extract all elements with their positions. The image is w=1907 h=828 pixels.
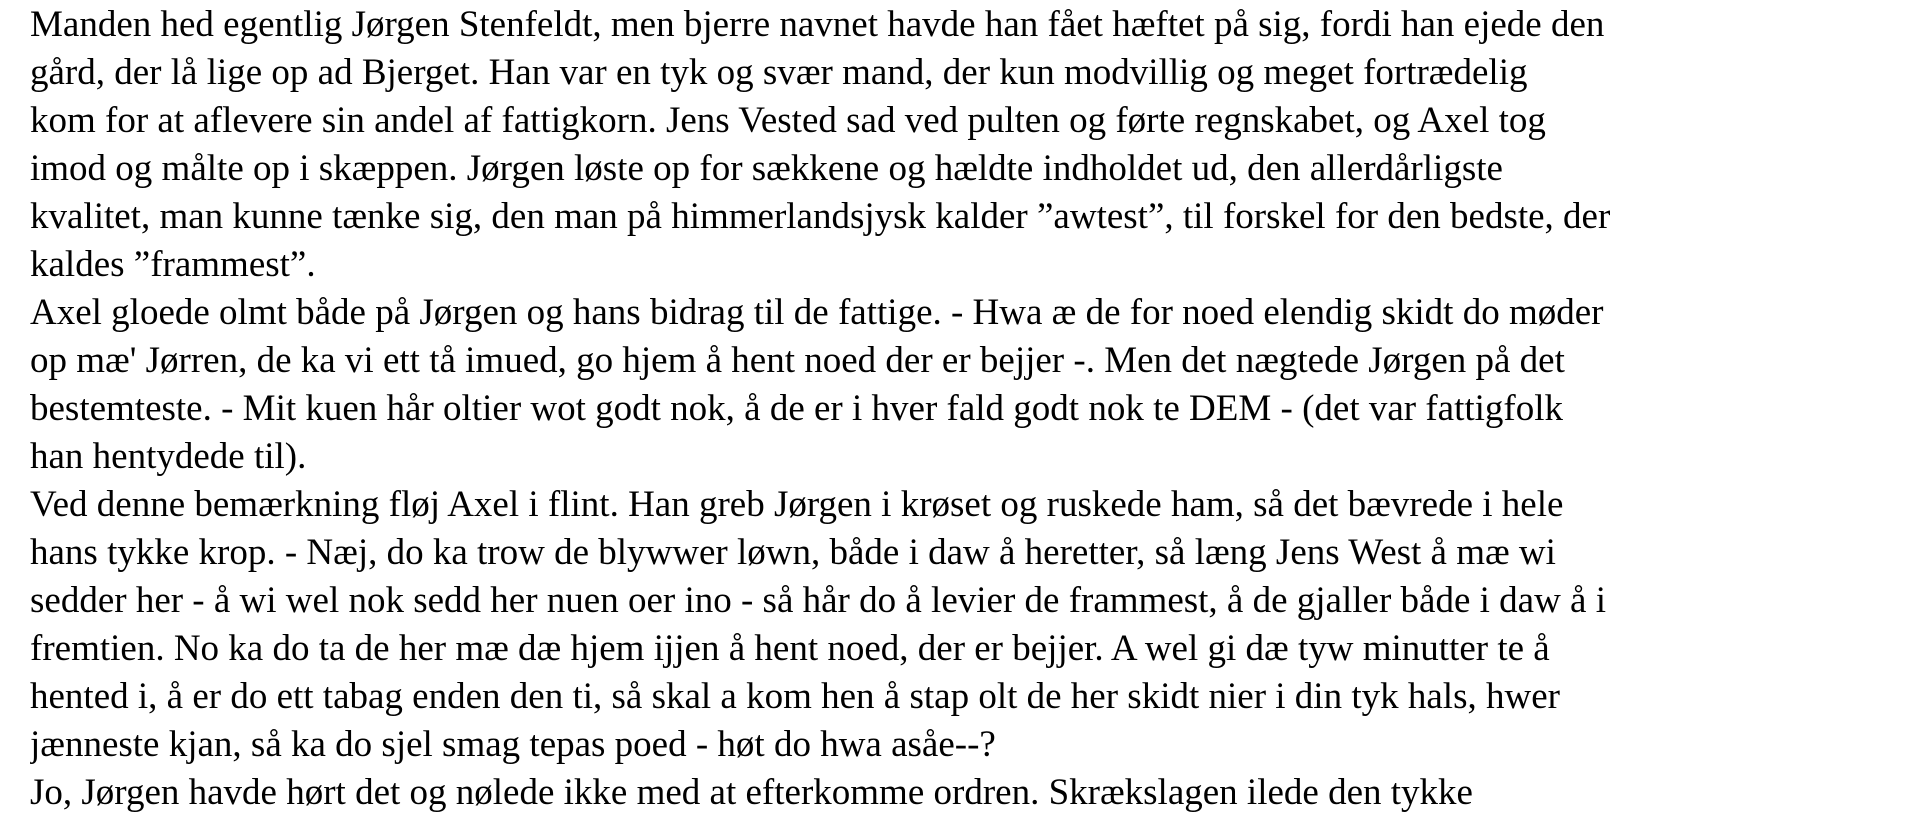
- text-line-1: Manden hed egentlig Jørgen Stenfeldt, men bjerre navnet havde han fået hæftet på sig, fordi han ejede den: [30, 4, 1605, 45]
- text-line-17: Jo, Jørgen havde hørt det og nølede ikke med at efterkomme ordren. Skrækslagen ilede den tykke: [30, 772, 1473, 813]
- text-line-12: hans tykke krop. - Næj, do ka trow de blywwer løwn, både i daw å heretter, så læng Jens West å mæ wi: [30, 532, 1556, 573]
- text-line-11: Ved denne bemærkning fløj Axel i flint. Han greb Jørgen i krøset og ruskede ham, så det bævrede i hele: [30, 484, 1564, 525]
- text-line-10: han hentydede til).: [30, 436, 307, 477]
- text-line-13: sedder her - å wi wel nok sedd her nuen oer ino - så hår do å levier de frammest, å de gjaller både i daw å i: [30, 580, 1606, 621]
- text-line-2: gård, der lå lige op ad Bjerget. Han var en tyk og svær mand, der kun modvillig og meget fortrædelig: [30, 52, 1528, 93]
- document-body: [30, 1, 1895, 827]
- text-line-9: bestemteste. - Mit kuen hår oltier wot godt nok, å de er i hver fald godt nok te DEM - (det var fattigfolk: [30, 388, 1564, 429]
- text-line-5: kvalitet, man kunne tænke sig, den man på himmerlandsjysk kalder ”awtest”, til forskel for den bedste, der: [30, 196, 1611, 237]
- text-line-8: op mæ' Jørren, de ka vi ett tå imued, go hjem å hent noed der er bejjer -. Men det nægtede Jørgen på det: [30, 340, 1565, 381]
- text-line-14: fremtien. No ka do ta de her mæ dæ hjem ijjen å hent noed, der er bejjer. A wel gi dæ tyw minutter te å: [30, 628, 1550, 669]
- text-line-4: imod og målte op i skæppen. Jørgen løste op for sækkene og hældte indholdet ud, den allerdårligste: [30, 148, 1503, 189]
- text-line-3: kom for at aflevere sin andel af fattigkorn. Jens Vested sad ved pulten og førte regnskabet, og Axel tog: [30, 100, 1546, 141]
- text-line-6: kaldes ”frammest”.: [30, 244, 316, 285]
- text-line-15: hented i, å er do ett tabag enden den ti, så skal a kom hen å stap olt de her skidt nier i din tyk hals, hwer: [30, 676, 1560, 717]
- text-line-16: jænneste kjan, så ka do sjel smag tepas poed - høt do hwa asåe--?: [30, 724, 996, 765]
- text-line-7: Axel gloede olmt både på Jørgen og hans bidrag til de fattige. - Hwa æ de for noed elendig skidt do møder: [30, 292, 1604, 333]
